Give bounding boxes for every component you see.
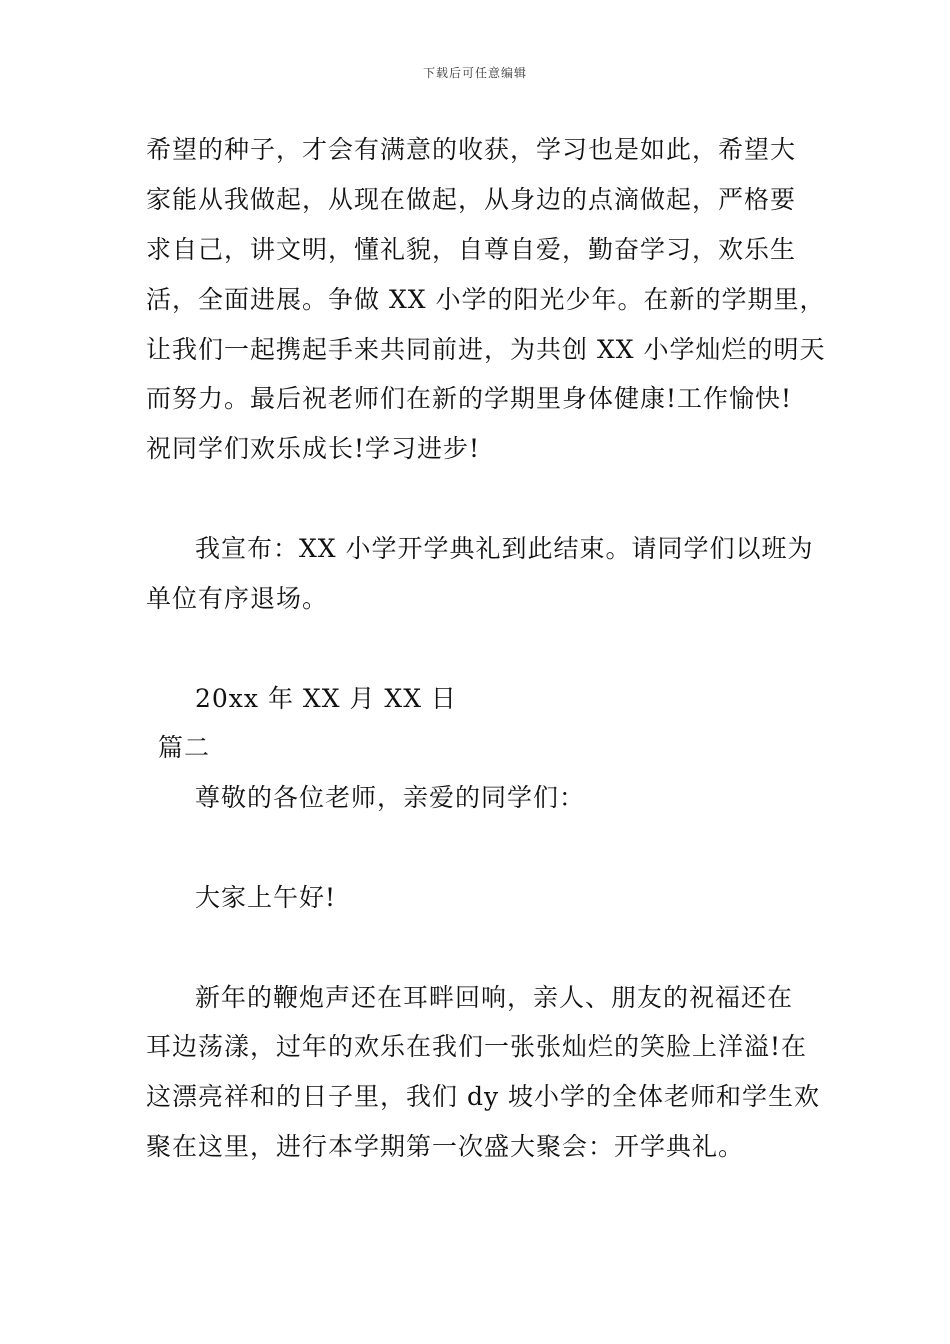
text-line: 让我们一起携起手来共同前进，为共创 XX 小学灿烂的明天 [146,335,826,364]
text-line: 新年的鞭炮声还在耳畔回响，亲人、朋友的祝福还在 [195,983,794,1012]
text-line: 这漂亮祥和的日子里，我们 dy 坡小学的全体老师和学生欢 [146,1082,821,1111]
text-line: 单位有序退场。 [146,584,329,613]
text-line: 求自己，讲文明，懂礼貌，自尊自爱，勤奋学习，欢乐生 [146,235,797,264]
text-line: 希望的种子，才会有满意的收获，学习也是如此，希望大 [146,135,797,164]
date-line: 20xx 年 XX 月 XX 日 [195,684,457,713]
text-line: 活，全面进展。争做 XX 小学的阳光少年。在新的学期里， [146,285,826,314]
text-line: 家能从我做起，从现在做起，从身边的点滴做起，严格要 [146,185,797,214]
text-line: 而努力。最后祝老师们在新的学期里身体健康!工作愉快! [146,384,793,413]
text-line: 耳边荡漾，过年的欢乐在我们一张张灿烂的笑脸上洋溢!在 [146,1032,808,1061]
text-line: 我宣布：XX 小学开学典礼到此结束。请同学们以班为 [195,534,814,563]
page-header: 下载后可任意编辑 [422,66,527,80]
text-line: 聚在这里，进行本学期第一次盛大聚会：开学典礼。 [146,1132,745,1161]
text-line: 祝同学们欢乐成长!学习进步! [146,434,481,463]
section-heading: 篇二 [158,733,211,762]
hello-line: 大家上午好! [195,883,337,912]
greeting-line: 尊敬的各位老师，亲爱的同学们： [195,783,586,812]
